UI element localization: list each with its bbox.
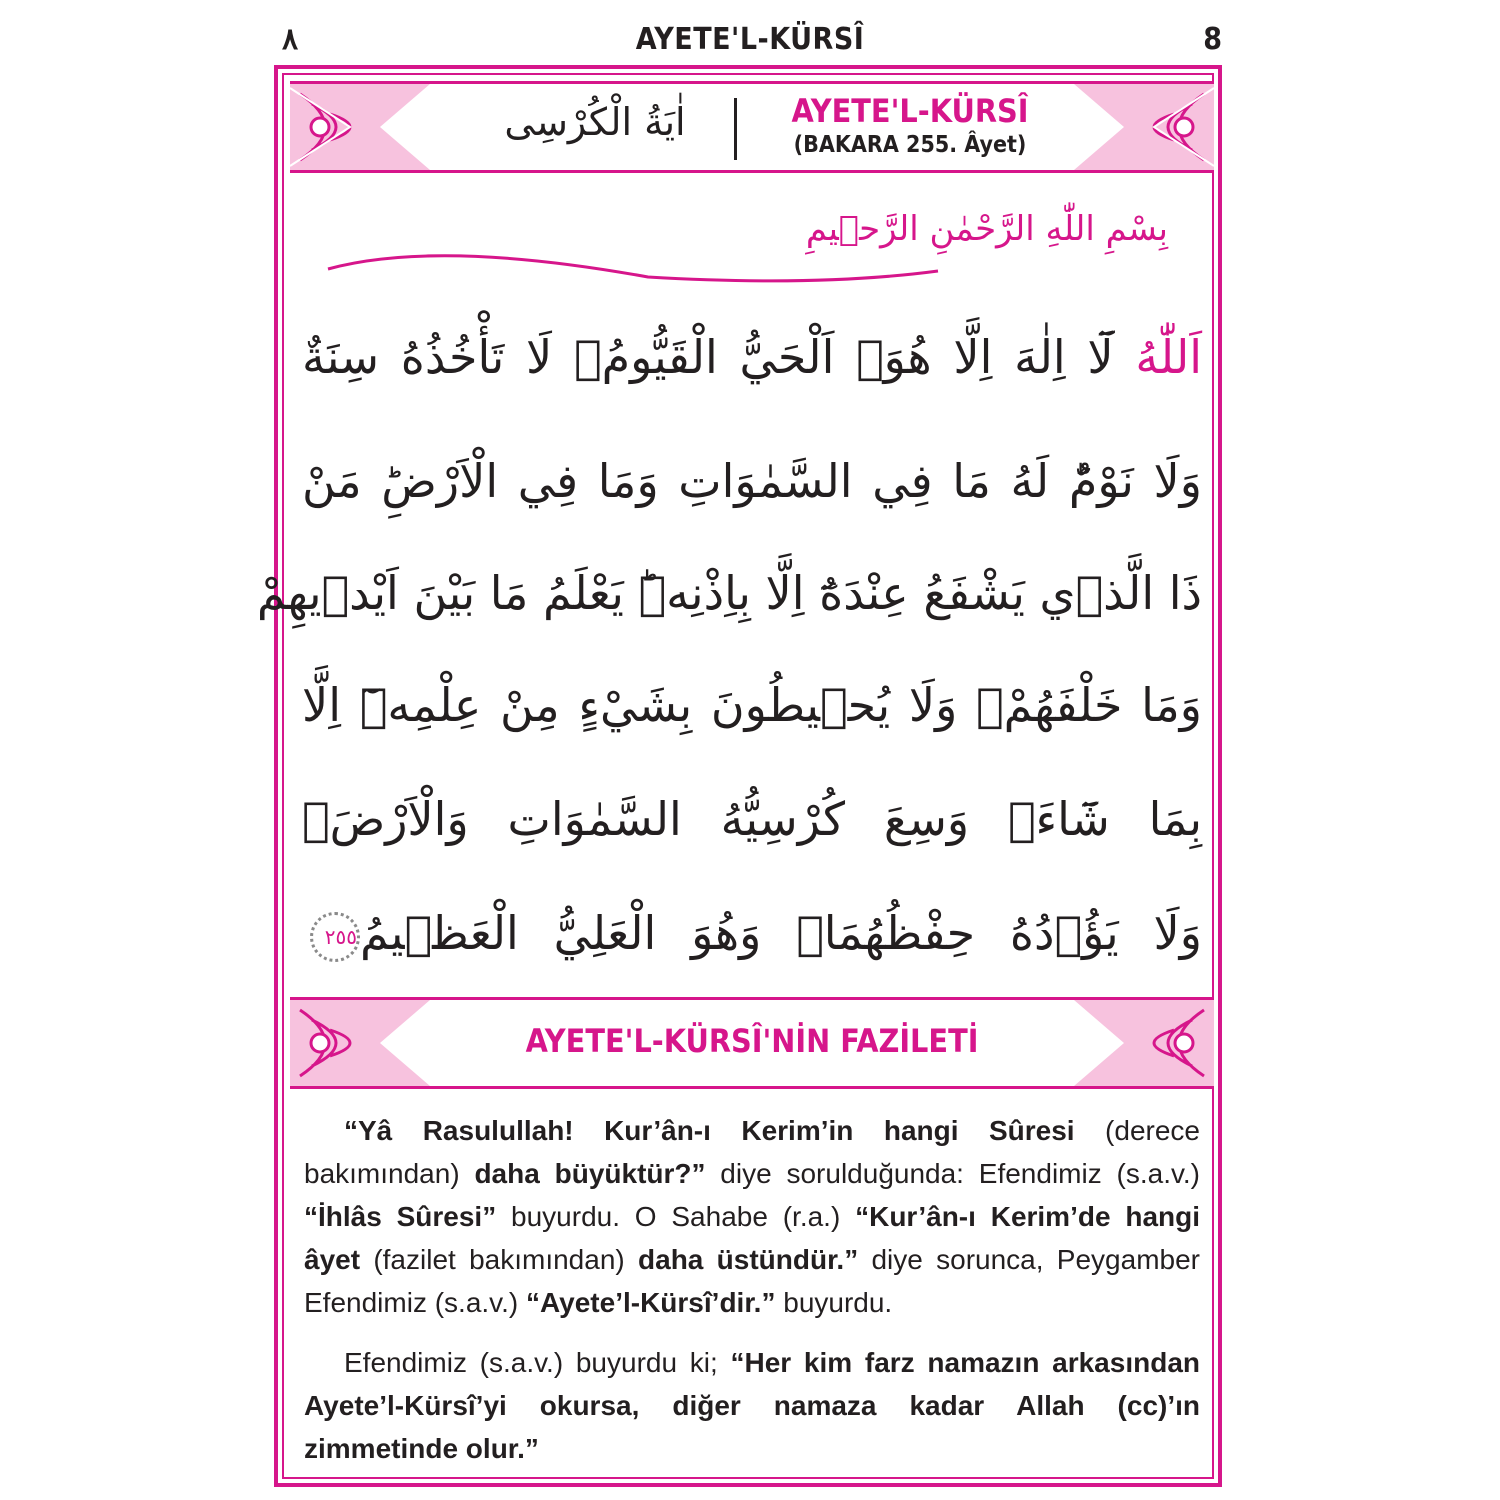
- text-bold: “İhlâs Sûresi”: [304, 1201, 497, 1232]
- verse-text: ذَا الَّذ۪ي يَشْفَعُ عِنْدَهُٓ اِلَّا بِاِذْنِه۪ؕ يَعْلَمُ مَا بَيْنَ اَيْد۪يهِمْ: [256, 566, 1202, 620]
- basmala: [318, 209, 1178, 289]
- header-divider: [734, 98, 737, 160]
- divine-name: اَللّٰهُ: [1135, 330, 1202, 384]
- text-span: Efendimiz (s.a.v.) buyurdu ki;: [344, 1347, 731, 1378]
- text-bold: “Ayete’l-Kürsî’dir.”: [525, 1287, 776, 1318]
- verse-line-5: [302, 789, 1202, 849]
- text-span: buyurdu. O Sahabe (r.a.): [496, 1201, 856, 1232]
- paragraph-1: [304, 1109, 1200, 1324]
- verse-line-1: [302, 327, 1202, 387]
- text-bold: daha üstündür.”: [638, 1244, 859, 1275]
- verse-text: وَمَا خَلْفَهُمْۚ وَلَا يُح۪يطُونَ بِشَيْءٍ مِنْ عِلْمِه۪ٓ اِلَّا: [302, 678, 1202, 732]
- text-span: (fazilet bakımından): [360, 1244, 639, 1275]
- text-bold: “Kur’ân-ı Kerim’de hangi âyet: [304, 1201, 1201, 1275]
- text-span: diye sorunca, Peygamber Efendimiz (s.a.v.): [304, 1244, 1200, 1318]
- ayah-number-marker: ٢٥٥: [310, 912, 360, 962]
- text-bold: daha büyüktür?”: [474, 1158, 706, 1189]
- verse-text: بِمَا شَٓاءَۚ وَسِعَ كُرْسِيُّهُ السَّمٰوَاتِ وَالْاَرْضَۚ: [302, 792, 1202, 846]
- text-span: buyurdu.: [775, 1287, 893, 1318]
- header-band: [290, 81, 1214, 173]
- verse-line-3: [256, 563, 1202, 623]
- text-bold: “Her kim farz namazın arkasından Ayete’l-Kürsî’yi okursa, diğer namaza kadar Allah (cc)’ın zimmetinde olur.”: [304, 1347, 1200, 1464]
- header-title: AYETE'L-KÜRSÎ: [791, 92, 1029, 130]
- arabic-title: اٰيَةُ الْكُرْسِى: [504, 100, 686, 144]
- section-band: [290, 997, 1214, 1089]
- text-bold: “Yâ Rasulullah! Kur’ân-ı Kerim’in hangi Sûresi: [344, 1115, 1075, 1146]
- verse-line-2: [302, 451, 1202, 511]
- running-head: [270, 20, 1230, 60]
- verse-line-6: [302, 903, 1202, 963]
- running-title: AYETE'L-KÜRSÎ: [635, 22, 865, 57]
- page-number-arabic: ٨: [282, 22, 299, 57]
- verse-line-4: [302, 675, 1202, 735]
- paragraph-2: [304, 1341, 1200, 1470]
- text-span: (derece bakımından): [304, 1115, 1200, 1189]
- verse-text: وَلَا يَؤُ۫دُهُ حِفْظُهُمَاۚ وَهُوَ الْعَلِيُّ الْعَظ۪يمُ: [360, 906, 1202, 960]
- basmala-text: بِسْمِ اللّٰهِ الرَّحْمٰنِ الرَّح۪يمِ: [805, 209, 1168, 249]
- header-subtitle: (BAKARA 255. Âyet): [793, 132, 1027, 158]
- verse-text: لَٓا اِلٰهَ اِلَّا هُوَۚ اَلْحَيُّ الْقَيُّومُۚ لَا تَأْخُذُهُ سِنَةٌ: [302, 330, 1136, 384]
- section-title: AYETE'L-KÜRSÎ'NİN FAZİLETİ: [525, 1022, 979, 1060]
- verse-text: وَلَا نَوْمٌؕ لَهُ مَا فِي السَّمٰوَاتِ وَمَا فِي الْاَرْضِؕ مَنْ: [302, 454, 1202, 508]
- page-frame: [256, 65, 1222, 1487]
- text-span: diye sorulduğunda: Efendimiz (s.a.v.): [705, 1158, 1200, 1189]
- page-number: 8: [1203, 22, 1222, 57]
